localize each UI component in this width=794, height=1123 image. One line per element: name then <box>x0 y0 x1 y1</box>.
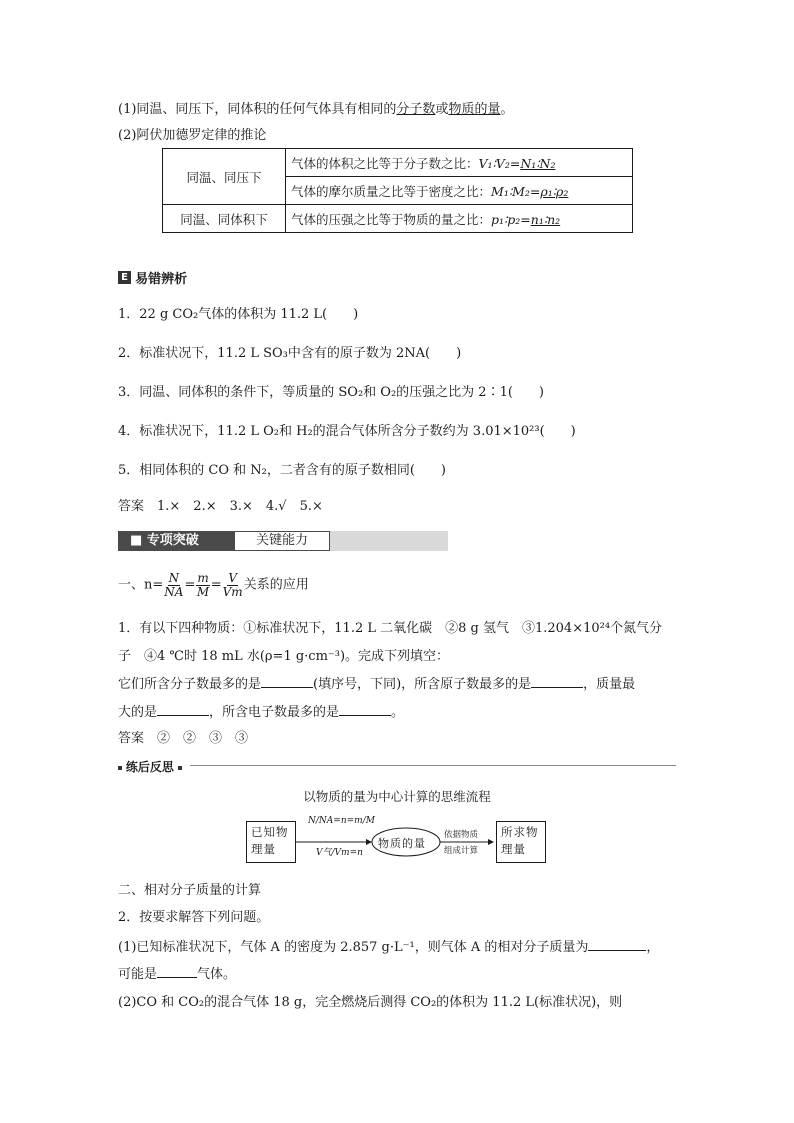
equals-sign: = <box>184 577 196 593</box>
section-1-title-post: 关系的应用 <box>243 577 309 593</box>
error-analysis-title: 易错辨析 <box>135 272 188 287</box>
point-1-underlined-2: 物质的量 <box>448 102 501 117</box>
table-row <box>163 149 633 177</box>
arrow-head <box>366 839 372 845</box>
formula-answer: n₁∶n₂ <box>530 211 561 227</box>
question-1-line-4 <box>118 701 404 720</box>
q2-text: (1)已知标准状况下，气体 A 的密度为 2.857 g·L⁻¹，则气体 A 的相对分子质量为 <box>118 940 589 955</box>
point-1-underlined-1: 分子数 <box>396 102 436 117</box>
reflection-heading <box>118 758 182 775</box>
answer-blank[interactable] <box>261 675 313 688</box>
reflection-title: 练后反思 <box>125 760 174 774</box>
point-1-text: (1)同温、同压下，同体积的任何气体具有相同的 <box>118 102 397 117</box>
equals-sign: = <box>210 577 222 593</box>
fraction-v-over-vm <box>223 572 243 598</box>
rule-label-1: 依据物质 <box>444 830 479 840</box>
question-2-2: (2)CO 和 CO₂的混合气体 18 g，完全燃烧后测得 CO₂的体积为 11.2 L(标准状况)，则 <box>118 995 623 1010</box>
law-point-2: (2)阿伏加德罗定律的推论 <box>118 128 267 143</box>
answer-blank[interactable] <box>588 938 646 951</box>
formula-left: M₁∶M₂= <box>491 183 541 199</box>
inference-text: 气体的摩尔质量之比等于密度之比： <box>291 183 492 199</box>
section-1-title <box>118 572 309 599</box>
error-answer: 答案 1.× 2.× 3.× 4.√ 5.× <box>118 499 323 514</box>
rule-label-2: 组成计算 <box>444 846 479 856</box>
q1-text: ，质量最 <box>583 677 636 692</box>
question-1-line-1: 1．有以下四种物质：①标准状况下，11.2 L 二氧化碳 ②8 g 氢气 ③1.204×10²⁴个氮气分 <box>118 621 663 636</box>
q1-text: (填序号，下同)，所含原子数最多的是 <box>313 677 532 692</box>
q2-text: 可能是 <box>118 967 158 982</box>
upper-formula: N/NA=n=m/M <box>308 816 375 826</box>
banner-tail <box>330 531 448 551</box>
bullet-icon <box>178 766 182 770</box>
formula-left: V₁∶V₂= <box>478 155 521 171</box>
question-2-1-line-1 <box>118 936 659 955</box>
section-2-title: 二、相对分子质量的计算 <box>118 883 262 898</box>
formula-answer: ρ₁∶ρ₂ <box>540 183 569 199</box>
numerator: V <box>228 571 237 585</box>
flow-title: 以物质的量为中心计算的思维流程 <box>303 789 491 804</box>
section-1-title-pre: 一、n= <box>118 577 164 593</box>
reflection-divider <box>190 765 676 766</box>
inference-cell <box>286 177 633 205</box>
answer-blank[interactable] <box>157 965 197 978</box>
q2-text: 气体。 <box>197 967 237 982</box>
target-quantity-box: 所求物理量 <box>496 821 546 863</box>
question-1-answer: 答案 ② ② ③ ③ <box>118 731 249 746</box>
fraction-n-over-na <box>164 572 183 598</box>
answer-blank[interactable] <box>531 675 583 688</box>
banner-light-label: 关键能力 <box>234 531 330 551</box>
inference-text: 气体的压强之比等于物质的量之比： <box>291 211 492 227</box>
law-point-1 <box>118 98 513 117</box>
center-label: 物质的量 <box>378 837 426 850</box>
banner-dark-label: ■ 专项突破 <box>118 531 234 551</box>
error-item: 5．相同体积的 CO 和 N₂，二者含有的原子数相同( ) <box>118 463 447 478</box>
bullet-icon <box>118 766 122 770</box>
known-quantity-box: 已知物理量 <box>246 821 296 863</box>
inference-cell <box>286 205 633 233</box>
formula-left: p₁∶p₂= <box>491 211 531 227</box>
q2-text: ， <box>646 940 660 955</box>
inference-cell <box>286 149 633 177</box>
question-1-line-2: 子 ④4 ℃时 18 mL 水(ρ=1 g·cm⁻³)。完成下列填空： <box>118 649 450 664</box>
point-1-or: 或 <box>435 102 449 117</box>
condition-cell: 同温、同压下 <box>163 149 286 205</box>
answer-blank[interactable] <box>339 703 391 716</box>
inference-table <box>162 148 633 233</box>
error-analysis-heading <box>118 268 187 287</box>
answer-blank[interactable] <box>157 703 209 716</box>
point-1-end: 。 <box>500 102 514 117</box>
inference-text: 气体的体积之比等于分子数之比： <box>291 155 479 171</box>
question-2-1-line-2 <box>118 963 236 982</box>
section-banner <box>118 529 430 555</box>
denominator: M <box>196 584 210 599</box>
denominator: NA <box>164 584 184 599</box>
error-item: 1．22 g CO₂气体的体积为 11.2 L( ) <box>118 307 359 322</box>
denominator: Vm <box>222 584 243 599</box>
numerator: N <box>168 571 180 585</box>
q1-text: 大的是 <box>118 705 158 720</box>
arrow-head <box>488 839 494 845</box>
fraction-m-over-m <box>196 572 209 598</box>
lower-formula: V气/Vm=n <box>316 848 363 858</box>
numerator: m <box>197 571 209 585</box>
error-item: 2．标准状况下，11.2 L SO₃中含有的原子数为 2NA( ) <box>118 346 462 361</box>
question-1-line-3 <box>118 673 635 692</box>
error-icon: E <box>118 271 131 284</box>
q1-text: 。 <box>391 705 405 720</box>
table-row <box>163 205 633 233</box>
q1-text: ，所含电子数最多的是 <box>209 705 340 720</box>
error-item: 3．同温、同体积的条件下，等质量的 SO₂和 O₂的压强之比为 2∶1( ) <box>118 385 544 400</box>
formula-answer: N₁∶N₂ <box>520 155 556 171</box>
condition-cell: 同温、同体积下 <box>163 205 286 233</box>
question-2: 2．按要求解答下列问题。 <box>118 910 270 925</box>
q1-text: 它们所含分子数最多的是 <box>118 677 262 692</box>
error-item: 4．标准状况下，11.2 L O₂和 H₂的混合气体所含分子数约为 3.01×10²³( ) <box>118 424 576 439</box>
